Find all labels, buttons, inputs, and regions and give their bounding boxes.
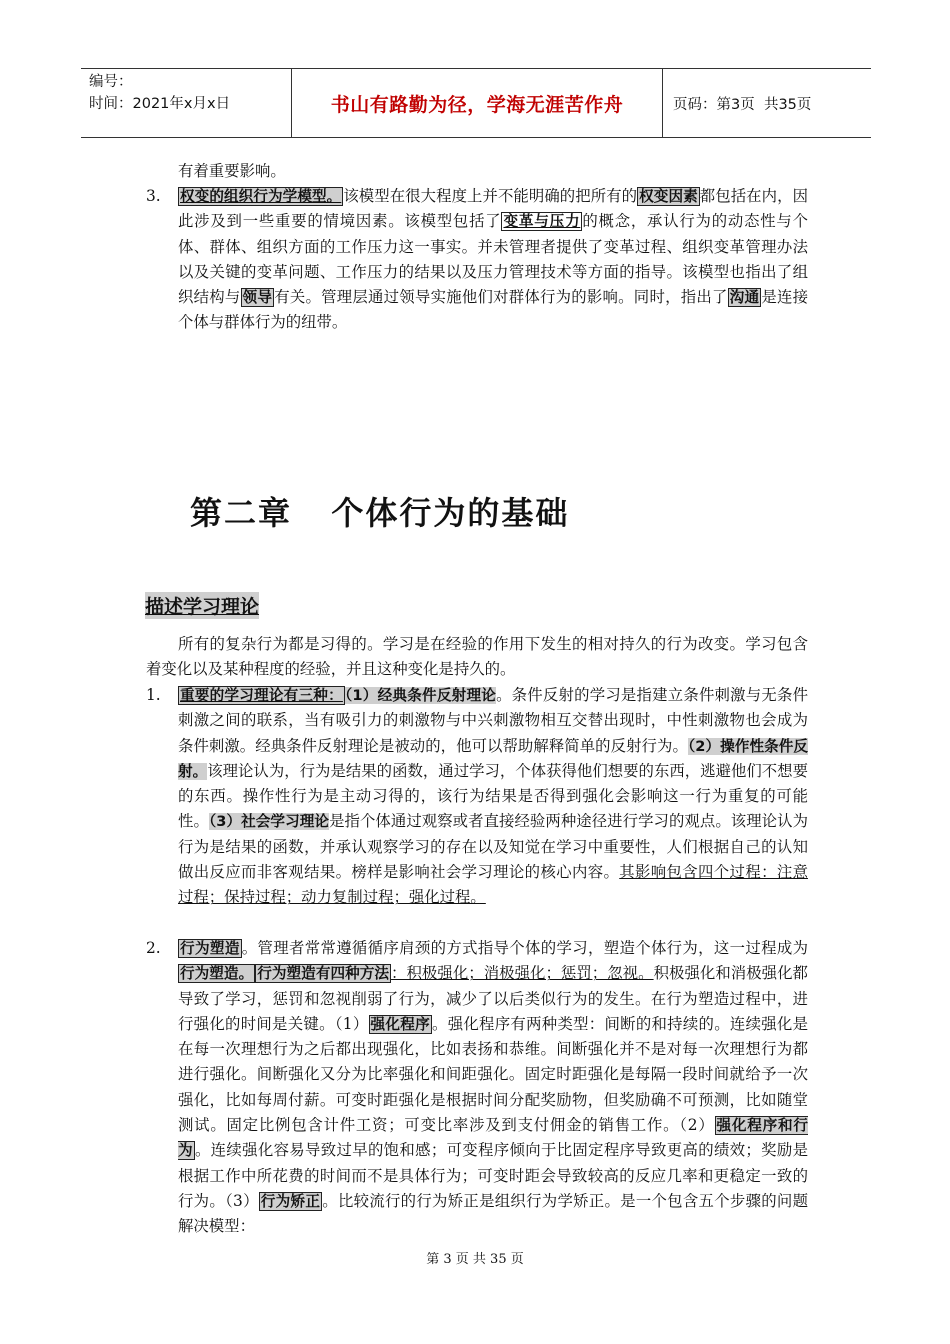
item1-paragraph: 重要的学习理论有三种： （1）经典条件反射理论。条件反射的学习是指建立条件刺激与无条件刺激之间的联系，当有吸引力的刺激物与中兴刺激物相互交替出现时，中性刺激物也会成为条件刺激。经典条件反射理论是被动的，他可以帮助解释简单的反射行为。（2）操作性条件反射。该理论认为，行为是结果的函数，通过学习，个体获得他们想要的东西，逃避他们不想要的东西。操作性行为是主动习得的，该行为结果是否得到强化会影响这一行为重复的可能性。（3）社会学习理论是指个体通过观察或者直接经验两种途径进行学习的观点。该理论认为行为是结果的函数，并承认观察学习的存在以及知觉在学习中重要性，人们根据自己的认知做出反应而非客观结果。榜样是影响社会学习理论的核心内容。其影响包含四个过程：注意过程；保持过程；动力复制过程；强化过程。 [178, 686, 808, 907]
chapter-title: 第二章 个体行为的基础 [190, 494, 570, 532]
item3-term-communication: 沟通 [729, 289, 760, 307]
item1-four-processes: 其影响包含四个过程：注意过程；保持过程；动力复制过程；强化过程。 [178, 863, 808, 907]
item3-term-contingency-model: 权变的组织行为学模型。 [180, 188, 342, 205]
item2-four-methods-list: ：积极强化；消极强化；惩罚；忽视。 [391, 964, 654, 983]
item2-term-shaping-2: 行为塑造。 [180, 965, 254, 983]
header-motto: 书山有路勤为径，学海无涯苦作舟 [292, 69, 663, 137]
item2-term-behavior-mod: 行为矫正 [260, 1192, 321, 1210]
item3-term-change-stress: 变革与压力 [503, 213, 581, 231]
item3-term-leadership: 领导 [242, 289, 273, 307]
item2-term-schedule-behavior: 强化程序和行为 [178, 1117, 808, 1160]
item2-paragraph: 行为塑造 。管理者常常遵循循序肩颈的方式指导个体的学习，塑造个体行为，这一过程成为行为塑造。 行为塑造有四种方法 ：积极强化；消极强化；惩罚；忽视。积极强化和消极强化都导致了学习，惩罚和忽视削弱了行为，减少了以后类似行为的发生。在行为塑造过程中，进行强化的时间是关键。（1） 强化程序 。强化程序有两种类型：间断的和持续的。连续强化是在每一次理想行为之后都出现强化，比如表扬和恭维。间断强化并不是对每一次理想行为都进行强化。间断强化又分为比率强化和间距强化。固定时距强化是每隔一段时间就给予一次强化，比如每周付薪。可变时距强化是根据时间分配奖励物，但奖励确不可预测，比如随堂测试。固定比例包含计件工资；可变比率涉及到支付佣金的销售工作。（2） 强化程序和行为 。连续强化容易导致过早的饱和感；可变程序倾向于比固定程序导致更高的绩效；奖励是根据工作中所花费的时间而不是具体行为；可变时距会导致较高的反应几率和更稳定一致的行为。（3） 行为矫正 。比较流行的行为矫正是组织行为学矫正。是一个包含五个步骤的问题解决模型： [178, 939, 808, 1236]
page-footer: 第 3 页 共 35 页 [426, 1252, 524, 1267]
item3-number: 3. [146, 187, 161, 205]
header-meta [81, 69, 292, 137]
item1-term-three-theories: 重要的学习理论有三种： [180, 687, 343, 704]
time-label: 时间：2021年x月x日 [89, 96, 231, 112]
item2-term-shaping: 行为塑造 [180, 940, 240, 957]
item1-term-classical: （1）经典条件反射理论 [344, 687, 497, 704]
section-title: 描述学习理论 [145, 592, 259, 619]
item3-paragraph: 权变的组织行为学模型。 该模型在很大程度上并不能明确的把所有的 权变因素 都包括在内，因此涉及到一些重要的情境因素。该模型包括了 变革与压力 的概念，承认行为的动态性与个体、群体、组织方面的工作压力这一事实。并未管理者提供了变革过程、组织变革管理办法以及关键的变革问题、工作压力的结果以及压力管理技术等方面的指导。该模型也指出了组织结构与 领导 有关。管理层通过领导实施他们对群体行为的影响。同时，指出了 沟通 是连接个体与群体行为的纽带。 [178, 187, 808, 332]
page-header [81, 68, 871, 138]
number-label: 编号： [89, 74, 133, 90]
item2-number: 2. [146, 939, 161, 957]
intro-paragraph: 所有的复杂行为都是习得的。学习是在经验的作用下发生的相对持久的行为改变。学习包含着变化以及某种程度的经验，并且这种变化是持久的。 [146, 635, 808, 679]
item2-term-four-methods: 行为塑造有四种方法 [257, 965, 390, 983]
item1-term-social-learning: （3）社会学习理论 [208, 813, 330, 831]
continuation-text: 有着重要影响。 [178, 162, 286, 180]
item3-term-contingency-factors: 权变因素 [639, 188, 698, 205]
item1-number: 1. [146, 686, 161, 704]
item1-term-operant: （2）操作性条件反射。 [178, 737, 808, 780]
item2-term-schedule: 强化程序 [370, 1015, 431, 1033]
header-page-info: 页码：第3页 共35页 [673, 96, 812, 113]
